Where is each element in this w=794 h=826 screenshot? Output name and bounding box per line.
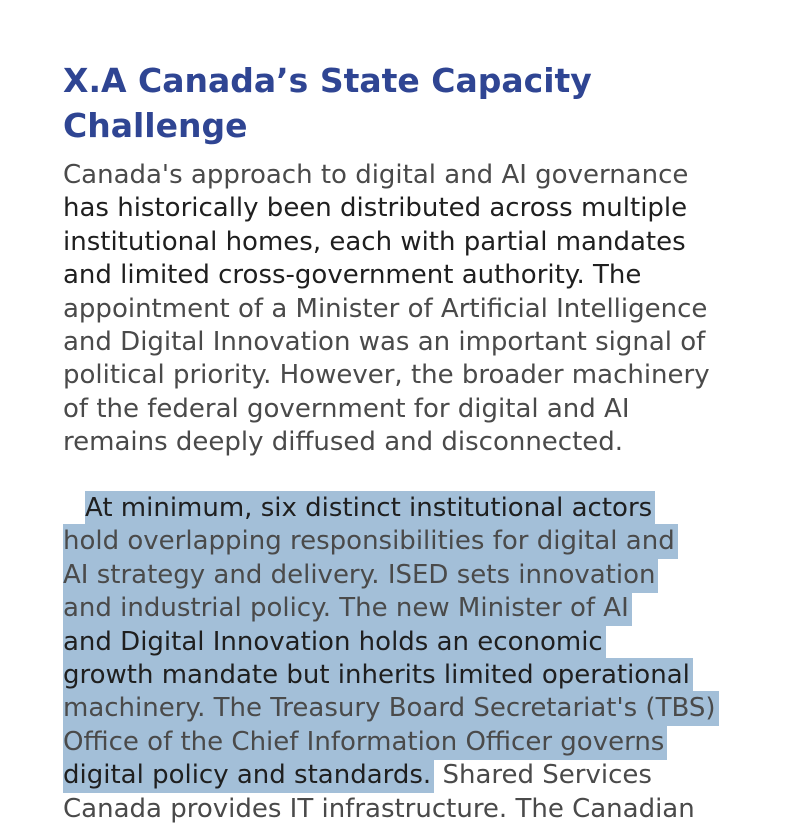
text-line: has historically been distributed across multiple: [63, 193, 688, 224]
text-line-selected[interactable]: [63, 626, 763, 659]
selected-text[interactable]: machinery. The Treasury Board Secretariat's (TBS): [63, 691, 719, 726]
text-line: remains deeply diffused and disconnected.: [63, 427, 624, 458]
text-line: institutional homes, each with partial mandates: [63, 226, 686, 257]
text-line: appointment of a Minister of Artificial Intelligence: [63, 293, 708, 324]
text-line-cut-off: Canada provides IT infrastructure. The Canadian: [63, 793, 695, 824]
text-line-selected[interactable]: [63, 726, 763, 759]
text-line-selected[interactable]: [63, 559, 763, 592]
selected-text[interactable]: growth mandate but inherits limited operational: [63, 658, 693, 693]
text-line: and limited cross-government authority. The: [63, 260, 642, 291]
selected-text[interactable]: and Digital Innovation holds an economic: [63, 625, 606, 660]
heading-line: X.A Canada’s State Capacity: [63, 61, 592, 100]
text-line: Canada's approach to digital and AI governance: [63, 160, 689, 190]
paragraph-institutional-actors: [63, 492, 763, 826]
text-line-selected[interactable]: [63, 692, 763, 725]
text-line: and Digital Innovation was an important signal of: [63, 326, 706, 357]
text-line-selected[interactable]: [63, 492, 763, 525]
selected-text[interactable]: AI strategy and delivery. ISED sets innovation: [63, 558, 658, 593]
text-line: of the federal government for digital and AI: [63, 393, 630, 424]
text-line-selected[interactable]: [63, 659, 763, 692]
text-line-selected[interactable]: [63, 525, 763, 558]
selected-text[interactable]: and industrial policy. The new Minister of AI: [63, 591, 632, 626]
selected-text[interactable]: Office of the Chief Information Officer governs: [63, 725, 667, 760]
section-heading: [63, 58, 763, 148]
heading-line: Challenge: [63, 106, 248, 145]
unselected-text: Shared Services: [434, 760, 652, 791]
selected-text[interactable]: digital policy and standards.: [63, 758, 434, 793]
text-line-selected[interactable]: [63, 592, 763, 625]
text-line: political priority. However, the broader machinery: [63, 360, 710, 391]
selected-text[interactable]: At minimum, six distinct institutional actors: [85, 491, 655, 526]
text-line-selection-end[interactable]: [63, 759, 763, 792]
selected-text[interactable]: hold overlapping responsibilities for digital and: [63, 524, 678, 559]
paragraph-state-capacity: [63, 159, 763, 460]
